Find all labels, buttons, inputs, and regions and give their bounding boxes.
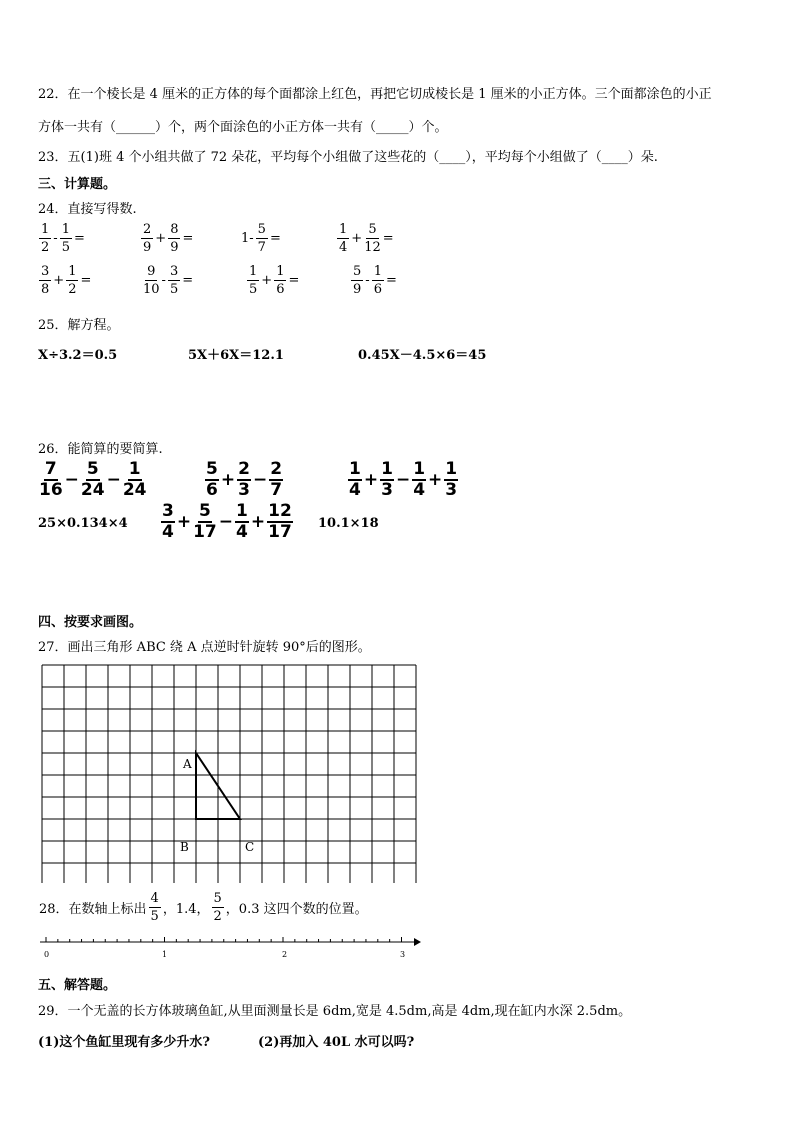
q24-expr-1: $\frac{1}{2}$ - $\frac{1}{5}$ =	[41, 222, 85, 255]
q24-expr-2: $\frac{2}{9}$ + $\frac{8}{9}$ =	[143, 222, 194, 255]
q25-equation-3: 0.45X－4.5×6＝45	[358, 348, 487, 363]
q26-expr-5: $\frac{3}{4}$ + $\frac{5}{17}$ − $\frac{1}{4}$ + $\frac{12}{17}$	[162, 501, 292, 542]
number-line-label-0: 0	[44, 950, 50, 959]
number-line-label-1: 1	[162, 950, 168, 959]
q23-text: 23．五(1)班 4 个小组共做了 72 朵花，平均每个小组做了这些花的（____），平均每个小组做了（____）朵.	[38, 150, 658, 165]
q25-equation-2: 5X＋6X＝12.1	[188, 348, 284, 363]
point-c-label: C	[245, 840, 255, 854]
q24-expr-3: 1- $\frac{5}{7}$ =	[241, 222, 281, 255]
q24-title: 24．直接写得数.	[38, 202, 137, 217]
q29-text: 29．一个无盖的长方体玻璃鱼缸,从里面测量长是 6dm,宽是 4.5dm,高是 4dm,现在缸内水深 2.5dm。	[38, 1004, 632, 1019]
q26-title: 26．能简算的要简算.	[38, 442, 163, 457]
q24-expr-4: $\frac{1}{4}$ + $\frac{5}{12}$ =	[339, 222, 394, 255]
point-b-label: B	[180, 840, 189, 854]
q26-expr-1: $\frac{7}{16}$ − $\frac{5}{24}$ − $\frac{1}{24}$	[39, 459, 147, 500]
q29-sub-2: (2)再加入 40L 水可以吗?	[258, 1035, 415, 1050]
point-a-label: A	[183, 757, 192, 771]
q22-line2: 方体一共有（______）个，两个面涂色的小正方体一共有（_____）个。	[38, 120, 448, 135]
q22-line1: 22．在一个棱长是 4 厘米的正方体的每个面都涂上红色，再把它切成棱长是 1 厘米的小正方体。三个面都涂色的小正	[38, 87, 712, 102]
q26-expr-6: 10.1×18	[318, 516, 379, 531]
q26-expr-4: 25×0.134×4	[38, 516, 128, 531]
q24-expr-7: $\frac{1}{5}$ + $\frac{1}{6}$ =	[249, 264, 300, 297]
q29-sub-1: (1)这个鱼缸里现有多少升水?	[38, 1035, 210, 1050]
q26-expr-2: $\frac{5}{6}$ + $\frac{2}{3}$ − $\frac{2}{7}$	[206, 459, 283, 500]
number-line-label-3: 3	[400, 950, 406, 959]
q26-expr-3: $\frac{1}{4}$ + $\frac{1}{3}$ − $\frac{1}{4}$ + $\frac{1}{3}$	[349, 459, 458, 500]
q24-expr-5: $\frac{3}{8}$ + $\frac{1}{2}$ =	[41, 264, 92, 297]
number-line-label-2: 2	[282, 950, 288, 959]
section-4-heading: 四、按要求画图。	[38, 615, 143, 630]
q25-equation-1: X÷3.2＝0.5	[38, 348, 118, 363]
q24-expr-8: $\frac{5}{9}$ - $\frac{1}{6}$ =	[353, 264, 397, 297]
q25-title: 25．解方程。	[38, 318, 120, 333]
q27-title: 27．画出三角形 ABC 绕 A 点逆时针旋转 90°后的图形。	[38, 640, 371, 655]
q24-expr-6: $\frac{9}{10}$ - $\frac{3}{5}$ =	[143, 264, 194, 297]
q27-grid	[40, 663, 420, 883]
q28-text: 28．在数轴上标出 $\frac{4}{5}$ ，1.4， $\frac{5}{2}$ ，0.3 这四个数的位置。	[39, 891, 368, 924]
section-3-heading: 三、计算题。	[38, 177, 117, 192]
section-5-heading: 五、解答题。	[38, 978, 117, 993]
q28-number-line	[36, 934, 426, 964]
